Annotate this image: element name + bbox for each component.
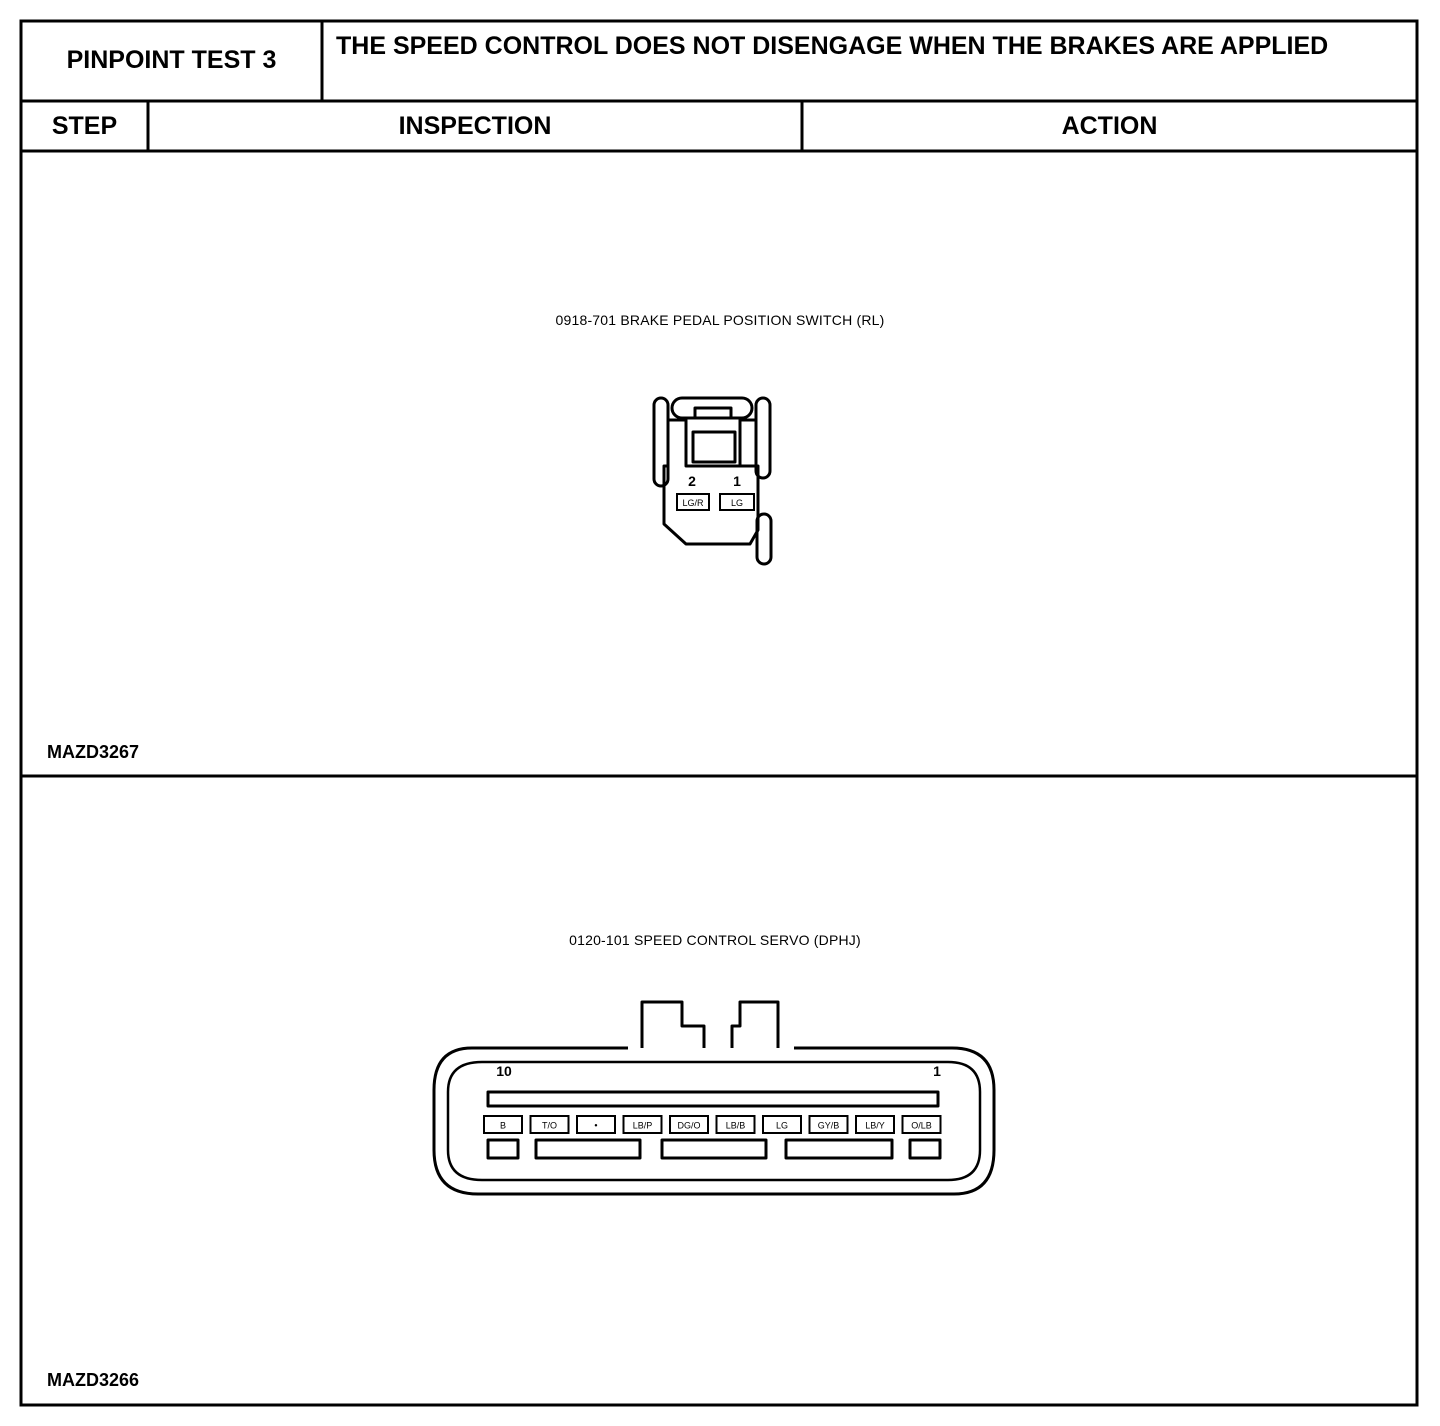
figure2-code: MAZD3266: [47, 1370, 140, 1390]
pin-wire-label: LB/B: [725, 1120, 746, 1131]
brake-switch-connector: [640, 390, 790, 575]
pin-wire-label: GY/B: [817, 1120, 840, 1131]
figure2-caption: 0120-101 SPEED CONTROL SERVO (DPHJ): [569, 932, 861, 948]
test-title: THE SPEED CONTROL DOES NOT DISENGAGE WHEN THE BRAKES ARE APPLIED: [336, 32, 1329, 60]
pin-wire-label: LG: [775, 1120, 789, 1131]
pin-wire-label: DG/O: [677, 1120, 701, 1131]
column-header-action: ACTION: [1061, 112, 1158, 140]
pin-wire-label: •: [594, 1120, 598, 1131]
figure1-caption: 0918-701 BRAKE PEDAL POSITION SWITCH (RL): [555, 312, 885, 328]
speed-servo-connector: [420, 990, 1020, 1210]
pin-number-label: 1: [733, 473, 741, 489]
brake-switch-pins: [677, 473, 754, 510]
column-header-inspection: INSPECTION: [398, 112, 552, 140]
pin-wire-label: LB/Y: [865, 1120, 885, 1131]
pin-wire-label: LG/R: [682, 498, 704, 508]
pin-number-label: 1: [933, 1063, 941, 1079]
test-label: PINPOINT TEST 3: [66, 46, 277, 74]
pin-wire-label: LB/P: [632, 1120, 653, 1131]
pin-number-label: 2: [688, 473, 696, 489]
figure1-code: MAZD3267: [47, 742, 140, 762]
servo-pin-row: [484, 1116, 941, 1133]
pin-number-label: 10: [496, 1063, 512, 1079]
pin-wire-label: T/O: [542, 1120, 557, 1131]
pin-wire-label: O/LB: [911, 1120, 932, 1131]
column-header-step: STEP: [51, 112, 118, 140]
pin-wire-label: LG: [730, 498, 744, 508]
pin-wire-label: B: [499, 1120, 507, 1131]
